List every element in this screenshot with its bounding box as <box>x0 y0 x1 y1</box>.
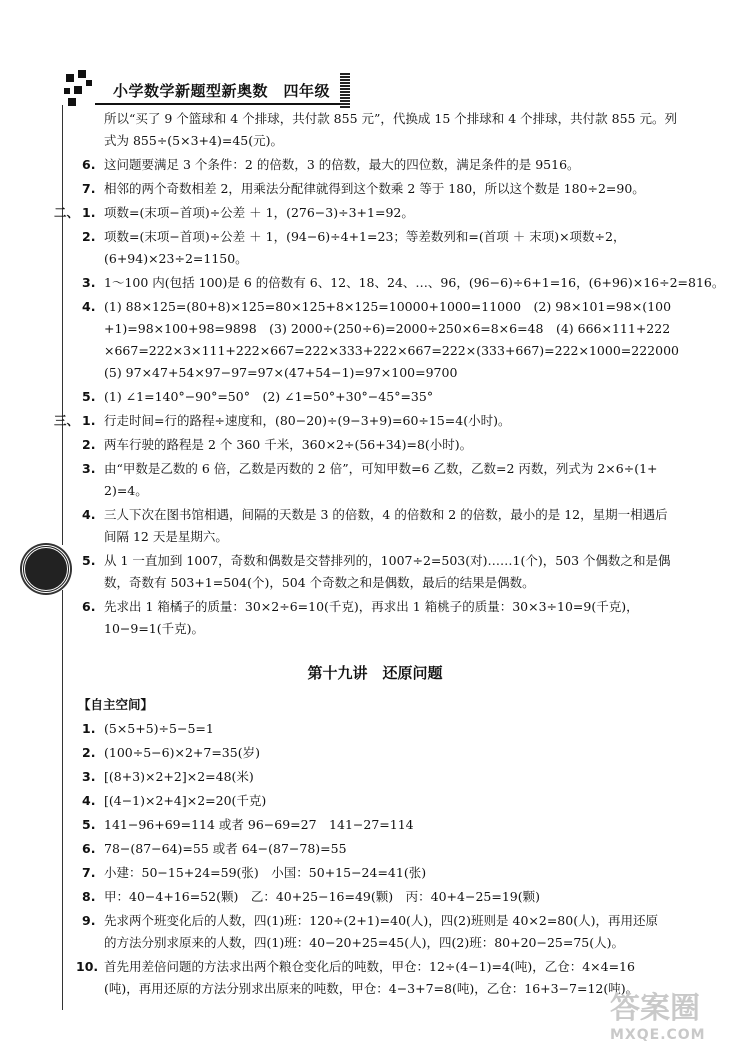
item-number: 7. <box>82 865 96 880</box>
line-text: 两车行驶的路程是 2 个 360 千米，360×2÷(56+34)=8(小时)。 <box>104 437 473 452</box>
item-number: 7. <box>82 181 96 196</box>
item-number: 4. <box>82 507 96 522</box>
line-text: 项数=(末项−首项)÷公差 ＋ 1，(94−6)÷4+1=23；等差数列和=(首项 ＋ 末项)×项数÷2， <box>104 229 626 244</box>
line-text: (6+94)×23÷2=1150。 <box>104 251 248 266</box>
item-number: 4. <box>82 793 96 808</box>
line-text: (5) 97×47+54×97−97=97×(47+54−1)=97×100=9700 <box>104 365 458 380</box>
margin-rule <box>62 105 63 545</box>
line-text: 这问题要满足 3 个条件：2 的倍数，3 的倍数，最大的四位数，满足条件的是 9516。 <box>104 157 580 172</box>
item-number: 5. <box>82 389 96 404</box>
line-text: 的方法分别求原来的人数，四(1)班：40−20+25=45(人)，四(2)班：80+20−25=75(人)。 <box>104 935 625 950</box>
item-number: 6. <box>82 157 96 172</box>
line-text: (100÷5−6)×2+7=35(岁) <box>104 745 260 760</box>
item-number: 3. <box>82 769 96 784</box>
item-number: 8. <box>82 889 96 904</box>
line-text: 1～100 内(包括 100)是 6 的倍数有 6、12、18、24、…、96，(96−6)÷6+1=16，(6+96)×16÷2=816。 <box>104 275 725 290</box>
item-number: 4. <box>82 299 96 314</box>
line-text: 三人下次在图书馆相遇，间隔的天数是 3 的倍数，4 的倍数和 2 的倍数，最小的是 12，星期一相遇后 <box>104 507 668 522</box>
line-text: 10−9=1(千克)。 <box>104 621 205 636</box>
item-number: 2. <box>82 437 96 452</box>
item-number: 9. <box>82 913 96 928</box>
line-text: ×667=222×3×111+222×667=222×333+222×667=222×(333+667)=222×1000=222000 <box>104 343 679 358</box>
line-text: 小建：50−15+24=59(张) 小国：50+15−24=41(张) <box>104 865 427 880</box>
line-text: 首先用差倍问题的方法求出两个粮仓变化后的吨数，甲仓：12÷(4−1)=4(吨)，乙仓：4×4=16 <box>104 959 635 974</box>
item-number: 3. <box>82 461 96 476</box>
item-number: 2. <box>82 745 96 760</box>
item-number: 1. <box>82 721 96 736</box>
line-text: 甲：40−4+16=52(颗) 乙：40+25−16=49(颗) 丙：40+4−25=19(颗) <box>104 889 540 904</box>
line-text: (1) 88×125=(80+8)×125=80×125+8×125=10000+1000=11000 (2) 98×101=98×(100 <box>104 299 672 314</box>
line-text: 141−96+69=114 或者 96−69=27 141−27=114 <box>104 817 414 832</box>
item-number: 10. <box>76 959 99 974</box>
watermark-url: MXQE.COM <box>610 1027 706 1043</box>
lecture-heading: 第十九讲 还原问题 <box>307 664 443 682</box>
line-text: [(4−1)×2+4]×2=20(千克) <box>104 793 267 808</box>
line-text: 所以“买了 9 个篮球和 4 个排球，共付款 855 元”，代换成 15 个排球和 4 个排球，共付款 855 元。列 <box>104 111 677 126</box>
line-text: (1) ∠1=140°−90°=50° (2) ∠1=50°+30°−45°=35° <box>104 389 434 404</box>
item-number: 5. <box>82 817 96 832</box>
line-text: (吨)，再用还原的方法分别求出原来的吨数，甲仓：4−3+7=8(吨)，乙仓：16+3−7=12(吨)。 <box>104 981 639 996</box>
margin-circle-decoration <box>22 545 70 593</box>
subsection-label: 【自主空间】 <box>78 697 154 712</box>
item-number: 6. <box>82 599 96 614</box>
line-text: 行走时间=行的路程÷速度和，(80−20)÷(9−3+9)=60÷15=4(小时)。 <box>104 413 511 428</box>
item-number: 6. <box>82 841 96 856</box>
watermark <box>610 992 730 1052</box>
margin-rule-lower <box>62 590 63 1010</box>
header-barcode-decoration <box>340 72 350 108</box>
line-text: 项数=(末项−首项)÷公差 ＋ 1，(276−3)÷3+1=92。 <box>104 205 414 220</box>
line-text: 间隔 12 天是星期六。 <box>104 529 228 544</box>
item-number: 1. <box>82 413 96 428</box>
line-text: 78−(87−64)=55 或者 64−(87−78)=55 <box>104 841 347 856</box>
item-number: 2. <box>82 229 96 244</box>
line-text: 2)=4。 <box>104 483 148 498</box>
section-marker: 二、 <box>54 205 80 220</box>
section-marker: 三、 <box>54 413 80 428</box>
item-number: 3. <box>82 275 96 290</box>
item-number: 1. <box>82 205 96 220</box>
line-text: [(8+3)×2+2]×2=48(米) <box>104 769 254 784</box>
line-text: 相邻的两个奇数相差 2，用乘法分配律就得到这个数乘 2 等于 180，所以这个数是 180÷2=90。 <box>104 181 645 196</box>
header-decoration-blocks <box>60 70 100 110</box>
line-text: (5×5+5)÷5−5=1 <box>104 721 214 736</box>
line-text: +1)=98×100+98=9898 (3) 2000÷(250÷6)=2000÷250×6=8×6=48 (4) 666×111+222 <box>104 321 671 336</box>
line-text: 从 1 一直加到 1007，奇数和偶数是交替排列的，1007÷2=503(对)……1(个)，503 个偶数之和是偶 <box>104 553 671 568</box>
running-header-title: 小学数学新题型新奥数 四年级 <box>113 82 331 100</box>
line-text: 式为 855÷(5×3+4)=45(元)。 <box>104 133 283 148</box>
line-text: 先求两个班变化后的人数，四(1)班：120÷(2+1)=40(人)，四(2)班则是 40×2=80(人)，再用还原 <box>104 913 658 928</box>
line-text: 数，奇数有 503+1=504(个)，504 个奇数之和是偶数，最后的结果是偶数。 <box>104 575 535 590</box>
line-text: 由“甲数是乙数的 6 倍，乙数是丙数的 2 倍”，可知甲数=6 乙数，乙数=2 丙数，列式为 2×6÷(1+ <box>104 461 658 476</box>
watermark-text: 答案圈 <box>610 991 700 1026</box>
line-text: 先求出 1 箱橘子的质量：30×2÷6=10(千克)，再求出 1 箱桃子的质量：30×3÷10=9(千克)， <box>104 599 639 614</box>
item-number: 5. <box>82 553 96 568</box>
header-rule <box>95 103 345 105</box>
